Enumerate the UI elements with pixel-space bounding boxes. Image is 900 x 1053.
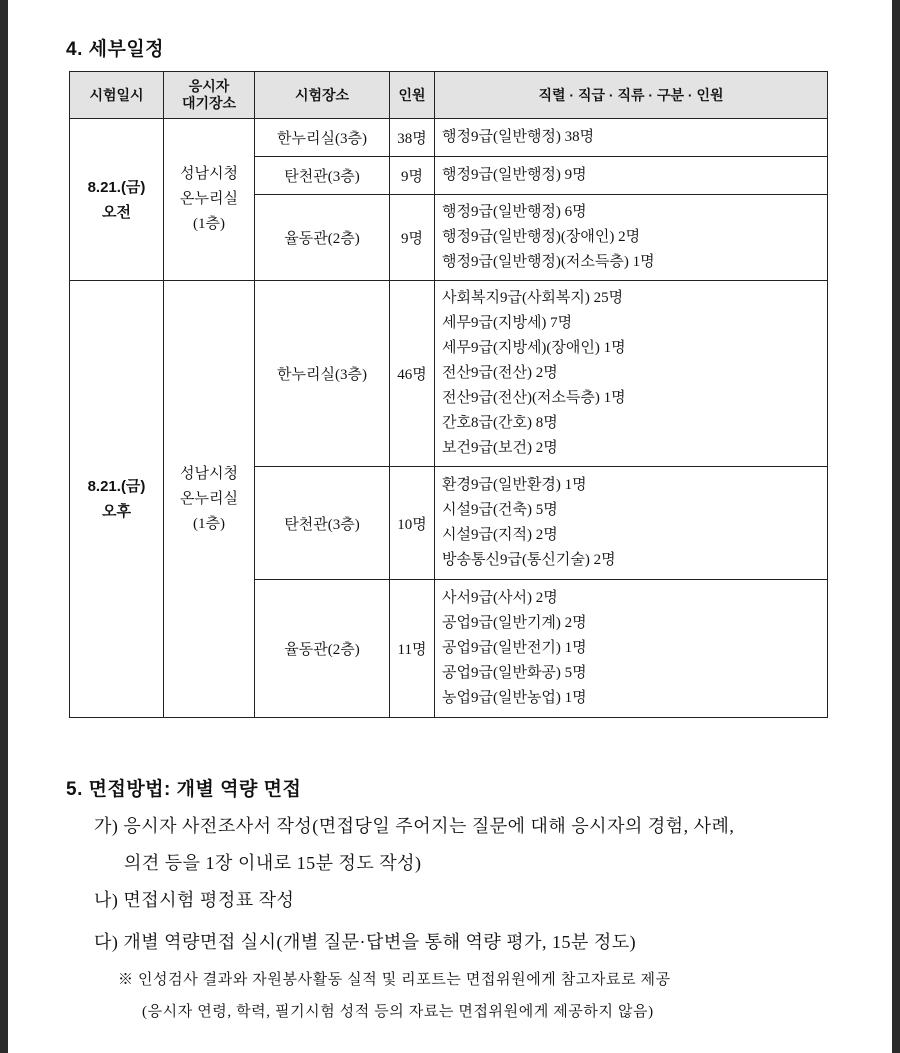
reference-note-continued: (응시자 연령, 학력, 필기시험 성적 등의 자료는 면접위원에게 제공하지 않음) xyxy=(142,1004,654,1020)
room-count: 46명 xyxy=(390,281,435,467)
room-place: 율동관(2층) xyxy=(255,580,390,718)
room-count: 38명 xyxy=(390,119,435,157)
table-header-row xyxy=(70,72,828,119)
room-count: 9명 xyxy=(390,157,435,195)
section-5-title: 5. 면접방법: 개별 역량 면접 xyxy=(66,779,302,800)
interview-step-ga: 가) 응시자 사전조사서 작성(면접당일 주어지는 질문에 대해 응시자의 경험, 사례, xyxy=(94,816,735,836)
room-job-list: 사서9급(사서) 2명 공업9급(일반기계) 2명 공업9급(일반전기) 1명 공업9급(일반화공) 5명 농업9급(일반농업) 1명 xyxy=(435,580,828,718)
room-job-list: 행정9급(일반행정) 6명 행정9급(일반행정)(장애인) 2명 행정9급(일반행정)(저소득층) 1명 xyxy=(435,195,828,281)
room-place: 율동관(2층) xyxy=(255,195,390,281)
interview-step-da: 다) 개별 역량면접 실시(개별 질문·답변을 통해 역량 평가, 15분 정도) xyxy=(94,932,637,952)
section-4-title: 4. 세부일정 xyxy=(66,39,165,60)
room-job-list: 행정9급(일반행정) 38명 xyxy=(435,119,828,157)
header-count: 인원 xyxy=(390,72,435,119)
interview-step-ga-continued: 의견 등을 1장 이내로 15분 정도 작성) xyxy=(124,853,422,873)
room-place: 한누리실(3층) xyxy=(255,281,390,467)
document-page xyxy=(8,0,892,1053)
room-job-list: 환경9급(일반환경) 1명 시설9급(건축) 5명 시설9급(지적) 2명 방송통신9급(통신기술) 2명 xyxy=(435,467,828,580)
morning-waiting-place: 성남시청 온누리실 (1층) xyxy=(164,119,255,281)
reference-note: ※ 인성검사 결과와 자원봉사활동 실적 및 리포트는 면접위원에게 참고자료로 제공 xyxy=(118,972,671,988)
afternoon-datetime: 8.21.(금) 오후 xyxy=(70,281,164,718)
morning-datetime: 8.21.(금) 오전 xyxy=(70,119,164,281)
table-row xyxy=(70,281,828,467)
table-row xyxy=(70,119,828,157)
header-waiting-place: 응시자 대기장소 xyxy=(164,72,255,119)
afternoon-waiting-place: 성남시청 온누리실 (1층) xyxy=(164,281,255,718)
header-exam-place: 시험장소 xyxy=(255,72,390,119)
room-place: 탄천관(3층) xyxy=(255,157,390,195)
schedule-table xyxy=(69,71,828,718)
room-count: 11명 xyxy=(390,580,435,718)
room-count: 9명 xyxy=(390,195,435,281)
room-job-list: 사회복지9급(사회복지) 25명 세무9급(지방세) 7명 세무9급(지방세)(장애인) 1명 전산9급(전산) 2명 전산9급(전산)(저소득층) 1명 간호8급(간호) 8명 보건9급(보건) 2명 xyxy=(435,281,828,467)
room-place: 탄천관(3층) xyxy=(255,467,390,580)
interview-step-na: 나) 면접시험 평정표 작성 xyxy=(94,890,295,910)
header-job-categories: 직렬 · 직급 · 직류 · 구분 · 인원 xyxy=(435,72,828,119)
room-count: 10명 xyxy=(390,467,435,580)
header-exam-datetime: 시험일시 xyxy=(70,72,164,119)
room-place: 한누리실(3층) xyxy=(255,119,390,157)
room-job-list: 행정9급(일반행정) 9명 xyxy=(435,157,828,195)
